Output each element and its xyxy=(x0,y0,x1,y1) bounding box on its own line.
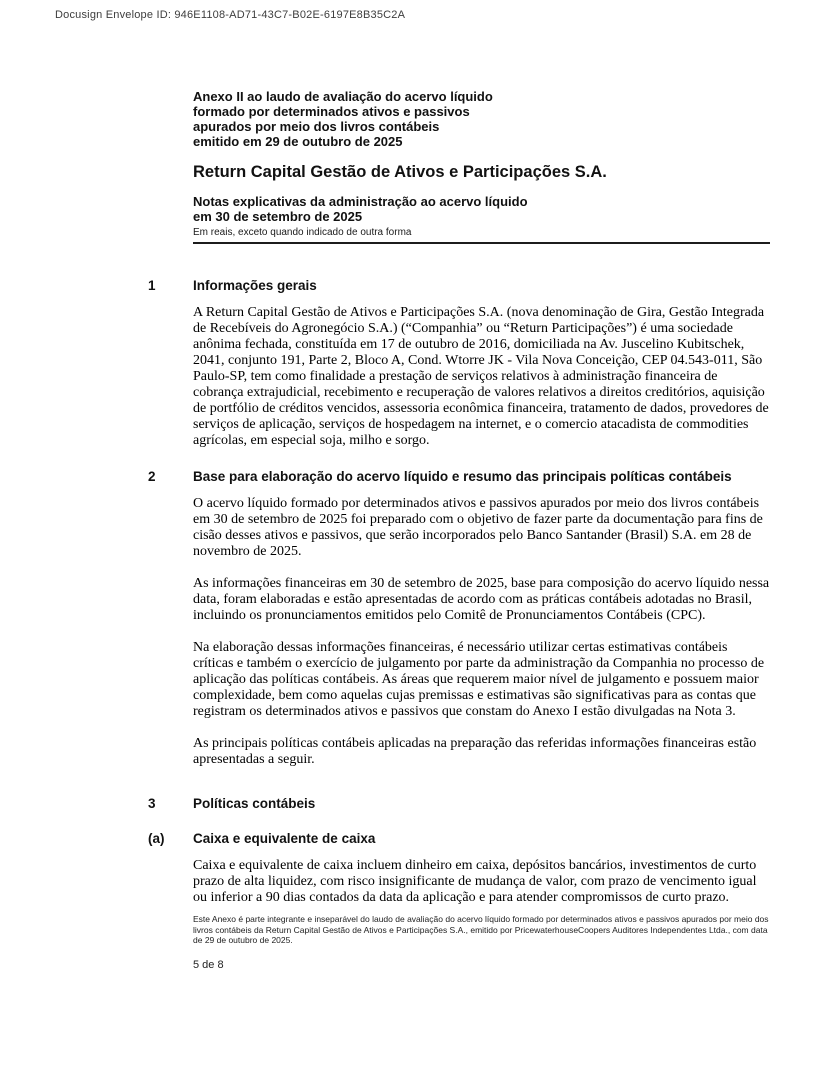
annex-disclaimer: Este Anexo é parte integrante e inseparável do laudo de avaliação do acervo líquido formado por determinados ativos e passivos apurados por meio dos livros contábeis da Return Capital Gestão de Ativos e Participações S.A., emitido por PricewaterhouseCoopers Auditores Independentes Ltda., com data de 29 de outubro de 2025. xyxy=(193,914,769,945)
annex-title-line-3: apurados por meio dos livros contábeis xyxy=(193,119,440,134)
section-heading: Base para elaboração do acervo líquido e resumo das principais políticas contábeis xyxy=(193,469,732,484)
annex-title xyxy=(193,89,770,149)
header-rule xyxy=(193,242,770,244)
paragraph: A Return Capital Gestão de Ativos e Participações S.A. (nova denominação de Gira, Gestão Integrada de Recebíveis do Agronegócio S.A.) (“Companhia” ou “Return Participações”) é uma sociedade anônima fechada, constituída em 17 de outubro de 2016, domiciliada na Av. Juscelino Kubitschek, 2041, conjunto 191, Parte 2, Bloco A, Cond. Wtorre JK - Vila Nova Conceição, CEP 04.543-011, São Paulo-SP, tem como finalidade a prestação de serviços relativos à administração financeira de cobrança extrajudicial, recebimento e recuperação de valores relativos a direitos creditórios, aquisição de portfólio de créditos vencidos, assessoria econômica financeira, tratamento de dados, provedores de serviços de aplicação, serviços de hospedagem na internet, e o comercio atacadista de commodities agrícolas, em especial soja, milho e sorgo. xyxy=(193,305,769,448)
page-number: 5 de 8 xyxy=(193,958,224,971)
section-letter: (a) xyxy=(148,831,165,846)
section-number: 3 xyxy=(148,796,156,811)
section-heading: Caixa e equivalente de caixa xyxy=(193,831,376,846)
section-3 xyxy=(148,796,772,811)
section-heading-row xyxy=(148,469,772,484)
currency-note: Em reais, exceto quando indicado de outra forma xyxy=(193,227,412,238)
section-number: 1 xyxy=(148,278,156,293)
section-number: 2 xyxy=(148,469,156,484)
paragraph: As principais políticas contábeis aplicadas na preparação das referidas informações financeiras estão apresentadas a seguir. xyxy=(193,736,757,767)
docusign-envelope-id: Docusign Envelope ID: 946E1108-AD71-43C7-B02E-6197E8B35C2A xyxy=(55,9,406,21)
subtitle-line-2: em 30 de setembro de 2025 xyxy=(193,209,363,224)
paragraph: O acervo líquido formado por determinados ativos e passivos apurados por meio dos livros contábeis em 30 de setembro de 2025 foi preparado com o objetivo de fazer parte da documentação para fins de cisão desses ativos e passivos, que serão incorporados pelo Banco Santander (Brasil) S.A. em 28 de novembro de 2025. xyxy=(193,496,763,559)
section-heading-row xyxy=(148,278,772,293)
document-subtitle xyxy=(193,194,770,224)
annex-title-line-4: emitido em 29 de outubro de 2025 xyxy=(193,134,403,149)
title-block xyxy=(193,89,770,244)
annex-title-line-2: formado por determinados ativos e passivos xyxy=(193,104,470,119)
paragraph: Caixa e equivalente de caixa incluem dinheiro em caixa, depósitos bancários, investimentos de curto prazo de alta liquidez, com risco insignificante de mudança de valor, com prazo de vencimento igual ou inferior a 90 dias contados da data da aplicação e para atender compromissos de curto prazo. xyxy=(193,858,757,905)
section-heading: Políticas contábeis xyxy=(193,796,316,811)
paragraph: As informações financeiras em 30 de setembro de 2025, base para composição do acervo líquido nessa data, foram elaboradas e estão apresentadas de acordo com as práticas contábeis adotadas no Brasil, incluindo os pronunciamentos emitidos pelo Comitê de Pronunciamentos Contábeis (CPC). xyxy=(193,576,770,623)
section-1 xyxy=(148,278,772,449)
section-heading-row xyxy=(148,796,772,811)
section-heading-row xyxy=(148,831,772,846)
subtitle-line-1: Notas explicativas da administração ao acervo líquido xyxy=(193,194,528,209)
company-name: Return Capital Gestão de Ativos e Participações S.A. xyxy=(193,163,607,181)
document-content xyxy=(148,89,772,971)
annex-title-line-1: Anexo II ao laudo de avaliação do acervo líquido xyxy=(193,89,493,104)
section-2 xyxy=(148,469,772,768)
section-heading: Informações gerais xyxy=(193,278,317,293)
section-3a xyxy=(148,831,772,906)
paragraph: Na elaboração dessas informações financeiras, é necessário utilizar certas estimativas contábeis críticas e também o exercício de julgamento por parte da administração da Companhia no processo de aplicação das políticas contábeis. As áreas que requerem maior nível de julgamento e possuem maior complexidade, bem como aquelas cujas premissas e estimativas são significativas para as contas que registram os determinados ativos e passivos que constam do Anexo I estão divulgadas na Nota 3. xyxy=(193,640,765,719)
